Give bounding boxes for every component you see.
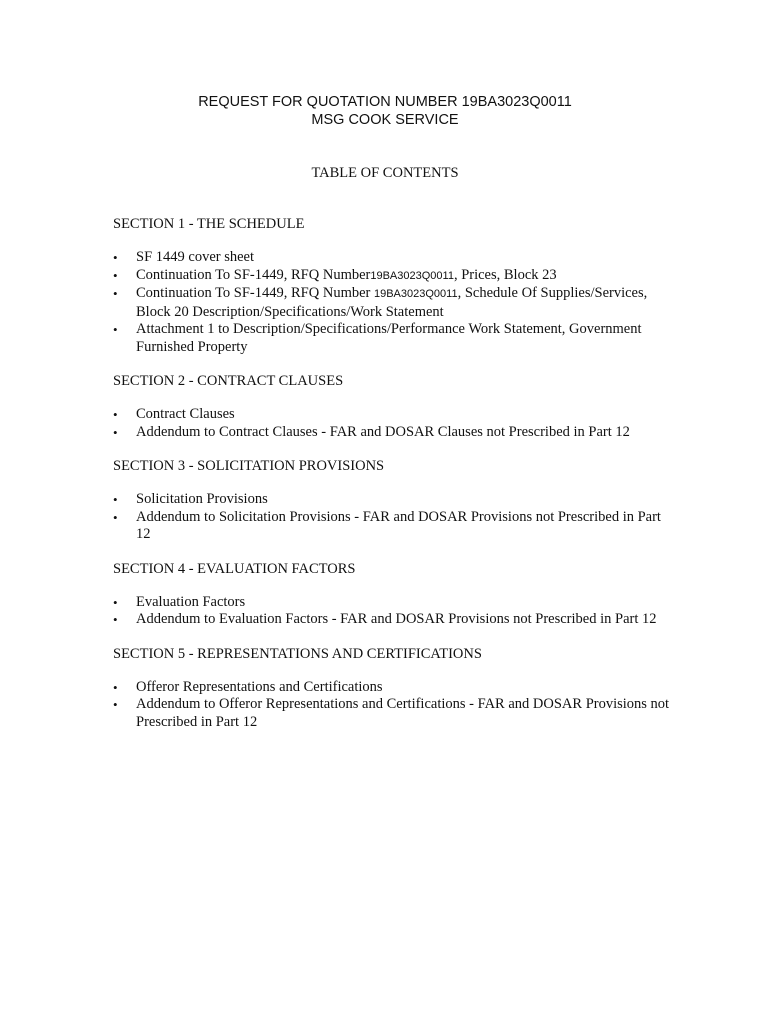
section-heading: SECTION 1 - THE SCHEDULE (113, 216, 305, 232)
section-heading: SECTION 3 - SOLICITATION PROVISIONS (113, 458, 385, 474)
list-item-text: Addendum to Evaluation Factors - FAR and DOSAR Provisions not Prescribed in Part 12 (136, 611, 657, 627)
bullet-icon: • (113, 286, 118, 301)
toc-content (113, 215, 673, 731)
toc-section-4 (113, 560, 673, 629)
section-item-list (113, 406, 673, 441)
list-item (113, 679, 673, 697)
bullet-icon: • (113, 424, 118, 440)
section-heading: SECTION 2 - CONTRACT CLAUSES (113, 373, 344, 389)
list-item (113, 424, 673, 442)
list-item (113, 509, 673, 544)
bullet-icon: • (113, 250, 118, 265)
list-item (113, 321, 673, 356)
bullet-icon: • (113, 612, 118, 627)
toc-section-3 (113, 457, 673, 544)
bullet-icon: • (113, 492, 118, 507)
document-header (0, 93, 770, 129)
toc-section-1 (113, 215, 673, 356)
list-item (113, 249, 673, 267)
toc-title: TABLE OF CONTENTS (311, 165, 459, 181)
bullet-icon: • (113, 322, 118, 337)
rfq-number-ref: 19BA3023Q0011 (373, 288, 458, 300)
bullet-icon: • (113, 697, 118, 712)
bullet-icon: • (113, 679, 118, 695)
list-item-text: Solicitation Provisions (136, 491, 268, 507)
list-item-text: Addendum to Solicitation Provisions - FAR and DOSAR Provisions not Prescribed in Part 12 (136, 508, 661, 542)
list-item-text: Evaluation Factors (136, 593, 246, 610)
section-item-list (113, 491, 673, 544)
list-item (113, 285, 673, 321)
list-item (113, 594, 673, 612)
list-item (113, 491, 673, 509)
bullet-icon: • (113, 407, 118, 422)
list-item-text: Offeror Representations and Certifications (136, 678, 383, 695)
list-item-text: Addendum to Contract Clauses - FAR and DOSAR Clauses not Prescribed in Part 12 (136, 423, 630, 440)
list-item (113, 696, 673, 731)
rfq-title: REQUEST FOR QUOTATION NUMBER 19BA3023Q0011 (198, 94, 572, 110)
toc-section-5 (113, 645, 673, 732)
list-item-text-pre: Continuation To SF-1449, RFQ Number (136, 266, 371, 283)
section-item-list (113, 249, 673, 356)
section-heading: SECTION 5 - REPRESENTATIONS AND CERTIFICATIONS (113, 645, 482, 662)
list-item (113, 267, 673, 286)
bullet-icon: • (113, 267, 118, 283)
list-item-text: Addendum to Offeror Representations and Certifications - FAR and DOSAR Provisions not Prescribed in Part 12 (136, 696, 670, 730)
rfq-number-ref: 19BA3023Q0011 (370, 269, 454, 282)
section-heading: SECTION 4 - EVALUATION FACTORS (113, 560, 356, 577)
list-item-text-pre: Continuation To SF-1449, RFQ Number (136, 285, 374, 301)
list-item-text-post: , Prices, Block 23 (453, 266, 557, 283)
rfq-subtitle: MSG COOK SERVICE (311, 112, 459, 128)
list-item-text: Contract Clauses (136, 406, 235, 422)
list-item (113, 406, 673, 424)
bullet-icon: • (113, 594, 118, 610)
bullet-icon: • (113, 509, 118, 525)
list-item-text-post: , Schedule Of Supplies/Services, Block 20 Description/Specifications/Work Statement (136, 285, 648, 320)
list-item (113, 611, 673, 629)
toc-section-2 (113, 372, 673, 441)
list-item-text: SF 1449 cover sheet (136, 249, 254, 265)
section-item-list (113, 679, 673, 732)
section-item-list (113, 594, 673, 629)
list-item-text: Attachment 1 to Description/Specifications/Performance Work Statement, Government Furnished Property (136, 321, 642, 355)
